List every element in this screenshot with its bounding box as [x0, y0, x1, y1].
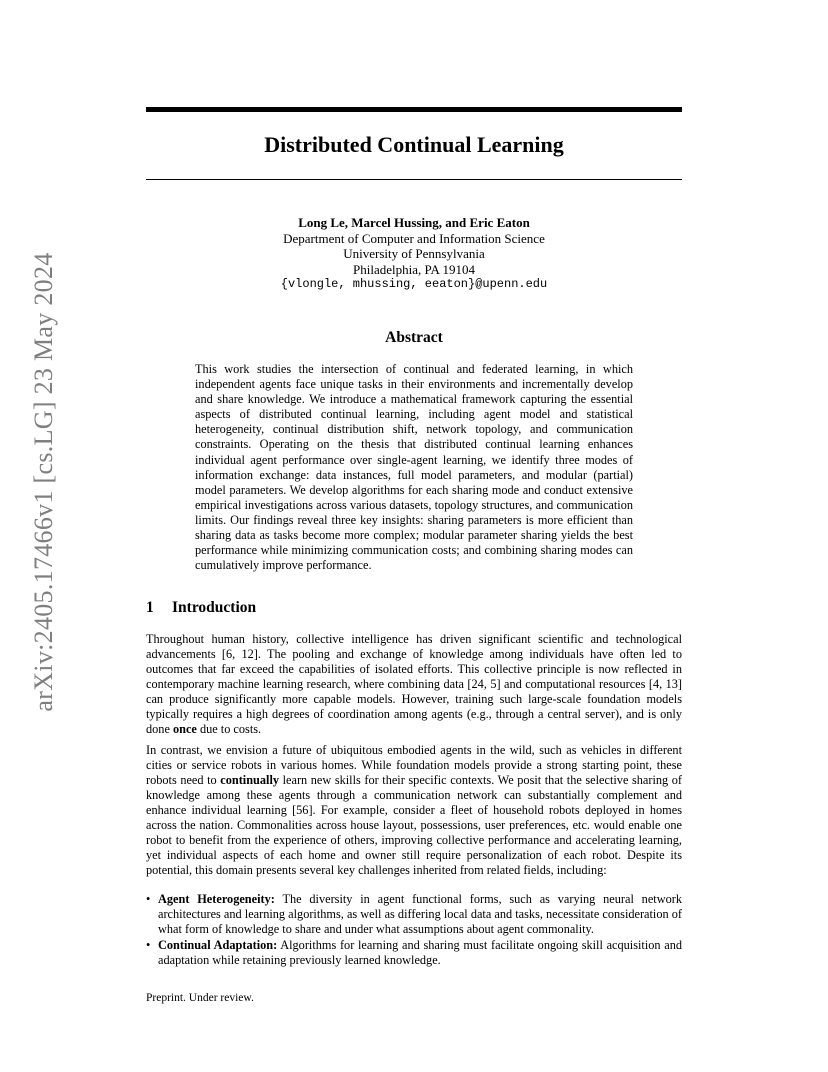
title-bottom-rule — [146, 179, 682, 180]
intro-p1-text-b: due to costs. — [196, 722, 262, 737]
author-university: University of Pennsylvania — [343, 246, 485, 261]
challenge-list — [146, 892, 682, 969]
list-item-text: The diversity in agent functional forms, such as varying neural network architectures and learning algorithms, as well as differing local data and tasks, necessitate consideration of what form of knowledge to share and under what assumptions about agent commonality. — [158, 892, 682, 937]
section-heading-introduction — [146, 598, 256, 618]
arxiv-watermark: arXiv:2405.17466v1 [cs.LG] 23 May 2024 — [29, 252, 58, 712]
author-emails: {vlongle, mhussing, eeaton}@upenn.edu — [280, 277, 548, 291]
abstract-text: This work studies the intersection of continual and federated learning, in which independent agents face unique tasks in their environments and incrementally develop and share knowledge. We introduce a mathematical framework capturing the essential aspects of distributed continual learning, including agent model and statistical heterogeneity, continual distribution shift, network topology, and communication constraints. Operating on the thesis that distributed continual learning enhances individual agent performance over single-agent learning, we identify three modes of information exchange: data instances, full model parameters, and modular (partial) model parameters. We develop algorithms for each sharing mode and conduct extensive empirical investigations across various datasets, topology structures, and communication limits. Our findings reveal three key insights: sharing parameters is more efficient than sharing data as tasks become more complex; modular parameter sharing yields the best performance while minimizing communication costs; and combining sharing modes can cumulatively improve performance. — [195, 362, 633, 573]
author-block — [146, 215, 682, 293]
paper-title: Distributed Continual Learning — [264, 132, 564, 157]
section-title: Introduction — [172, 599, 257, 616]
intro-p2-emphasis: continually — [220, 773, 280, 788]
author-department: Department of Computer and Information Science — [283, 230, 545, 246]
author-names: Long Le, Marcel Hussing, and Eric Eaton — [298, 215, 530, 230]
bullet-marker: • — [146, 938, 151, 953]
intro-p2-text-b: learn new skills for their specific contexts. We posit that the selective sharing of knowledge among these agents through a communication network can substantially complement and enhance individual learning [56]. For example, consider a fleet of household robots deployed in homes across the nation. Commonalities across house layout, possessions, user preferences, etc. would enable one robot to benefit from the experience of others, improving collective performance and accelerating learning, yet individual aspects of each home and owner still require personalization of each robot. Despite its potential, this domain presents several key challenges inherited from related fields, including: — [146, 773, 682, 878]
intro-p2-text-a: In contrast, we envision a future of ubiquitous embodied agents in the wild, such as vehicles in different cities or service robots in various homes. While foundation models provide a strong starting point, these robots need to — [146, 743, 682, 788]
bullet-marker: • — [146, 892, 151, 906]
footer-note: Preprint. Under review. — [146, 992, 254, 1004]
abstract-heading: Abstract — [385, 329, 443, 346]
list-item-lead: Continual Adaptation: — [158, 938, 278, 953]
title-top-rule — [146, 107, 682, 112]
list-item — [146, 892, 682, 937]
list-item-text: Algorithms for learning and sharing must facilitate ongoing skill acquisition and adaptation while retaining previously learned knowledge. — [158, 938, 683, 968]
list-item — [146, 938, 682, 968]
intro-p1-emphasis: once — [172, 722, 197, 737]
intro-p1-text-a: Throughout human history, collective intelligence has driven significant scientific and technological advancements [6, 12]. The pooling and exchange of knowledge among individuals have often led to outcomes that far exceed the capabilities of isolated efforts. This collective principle is now reflected in contemporary machine learning research, where combining data [24, 5] and computational resources [4, 13] can produce significantly more capable models. However, training such large-scale foundation models typically requires a high degrees of coordination among agents (e.g., through a central server), and is only done — [146, 632, 682, 737]
intro-paragraph-1 — [146, 632, 682, 737]
section-number: 1 — [146, 599, 154, 616]
intro-paragraph-2 — [146, 743, 682, 878]
list-item-lead: Agent Heterogeneity: — [158, 892, 275, 906]
author-location: Philadelphia, PA 19104 — [353, 261, 475, 277]
